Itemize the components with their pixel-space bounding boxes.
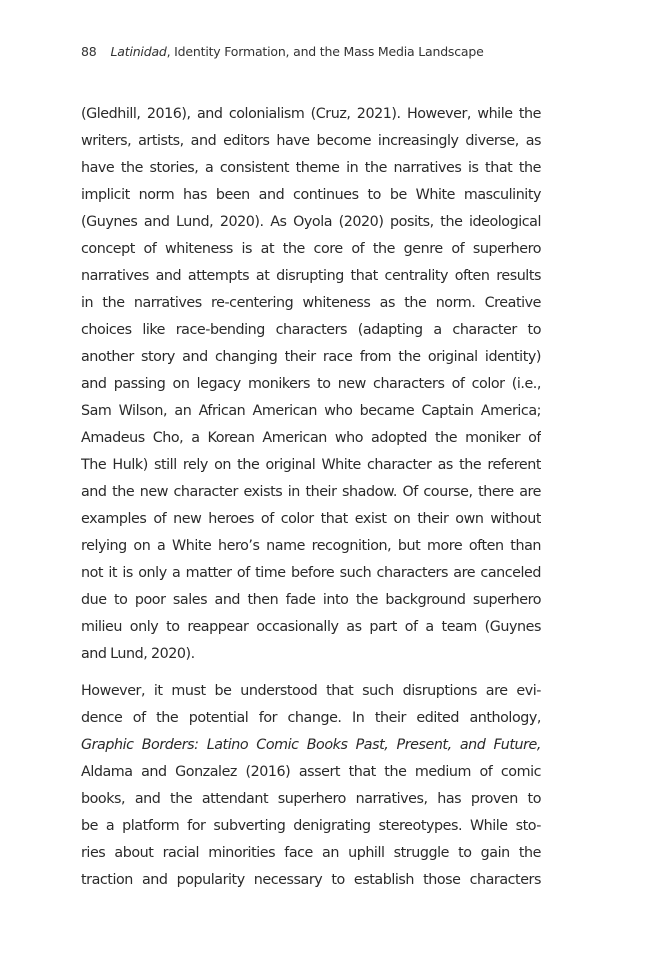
text-line: narratives and attempts at disrupting that centrality often results <box>81 268 541 284</box>
text-line: another story and changing their race from the original identity) <box>81 349 541 365</box>
text-line: milieu only to reappear occasionally as part of a team (Guynes <box>81 619 541 635</box>
running-header <box>81 44 561 60</box>
running-title-rest: , Identity Formation, and the Mass Media Landscape <box>166 44 484 59</box>
text-line: Aldama and Gonzalez (2016) assert that the medium of comic <box>81 764 541 780</box>
text-line: due to poor sales and then fade into the background superhero <box>81 592 541 608</box>
text-line: (Guynes and Lund, 2020). As Oyola (2020) posits, the ideological <box>81 214 541 230</box>
text-line: relying on a White hero’s name recognition, but more often than <box>81 538 541 554</box>
running-title-italic: Latinidad <box>110 44 167 59</box>
text-line: not it is only a matter of time before such characters are canceled <box>81 565 541 581</box>
text-line: (Gledhill, 2016), and colonialism (Cruz, 2021). However, while the <box>81 106 541 122</box>
text-line: Sam Wilson, an African American who became Captain America; <box>81 403 541 419</box>
paragraph-gap <box>81 668 541 678</box>
text-line: examples of new heroes of color that exist on their own without <box>81 511 541 527</box>
text-line: choices like race-bending characters (adapting a character to <box>81 322 541 338</box>
page-number: 88 <box>81 44 97 59</box>
body-text <box>81 101 541 894</box>
text-line: and passing on legacy monikers to new characters of color (i.e., <box>81 376 541 392</box>
text-line: writers, artists, and editors have become increasingly diverse, as <box>81 133 541 149</box>
text-line: dence of the potential for change. In their edited anthology, <box>81 710 541 726</box>
text-line: and the new character exists in their shadow. Of course, there are <box>81 484 541 500</box>
text-line: Amadeus Cho, a Korean American who adopted the moniker of <box>81 430 541 446</box>
text-line: However, it must be understood that such disruptions are evi- <box>81 683 541 699</box>
text-line: The Hulk) still rely on the original White character as the referent <box>81 457 541 473</box>
text-line: and Lund, 2020). <box>81 646 195 662</box>
text-line: traction and popularity necessary to establish those characters <box>81 872 541 888</box>
book-title-line: Graphic Borders: Latino Comic Books Past, Present, and Future, <box>81 737 541 753</box>
text-line: books, and the attendant superhero narratives, has proven to <box>81 791 541 807</box>
text-line: have the stories, a consistent theme in the narratives is that the <box>81 160 541 176</box>
paragraph-1 <box>81 101 541 668</box>
text-line: concept of whiteness is at the core of the genre of superhero <box>81 241 541 257</box>
text-line: ries about racial minorities face an uphill struggle to gain the <box>81 845 541 861</box>
text-line: implicit norm has been and continues to be White masculinity <box>81 187 541 203</box>
text-line: in the narratives re-centering whiteness as the norm. Creative <box>81 295 541 311</box>
paragraph-2 <box>81 678 541 894</box>
text-line: be a platform for subverting denigrating stereotypes. While sto- <box>81 818 541 834</box>
